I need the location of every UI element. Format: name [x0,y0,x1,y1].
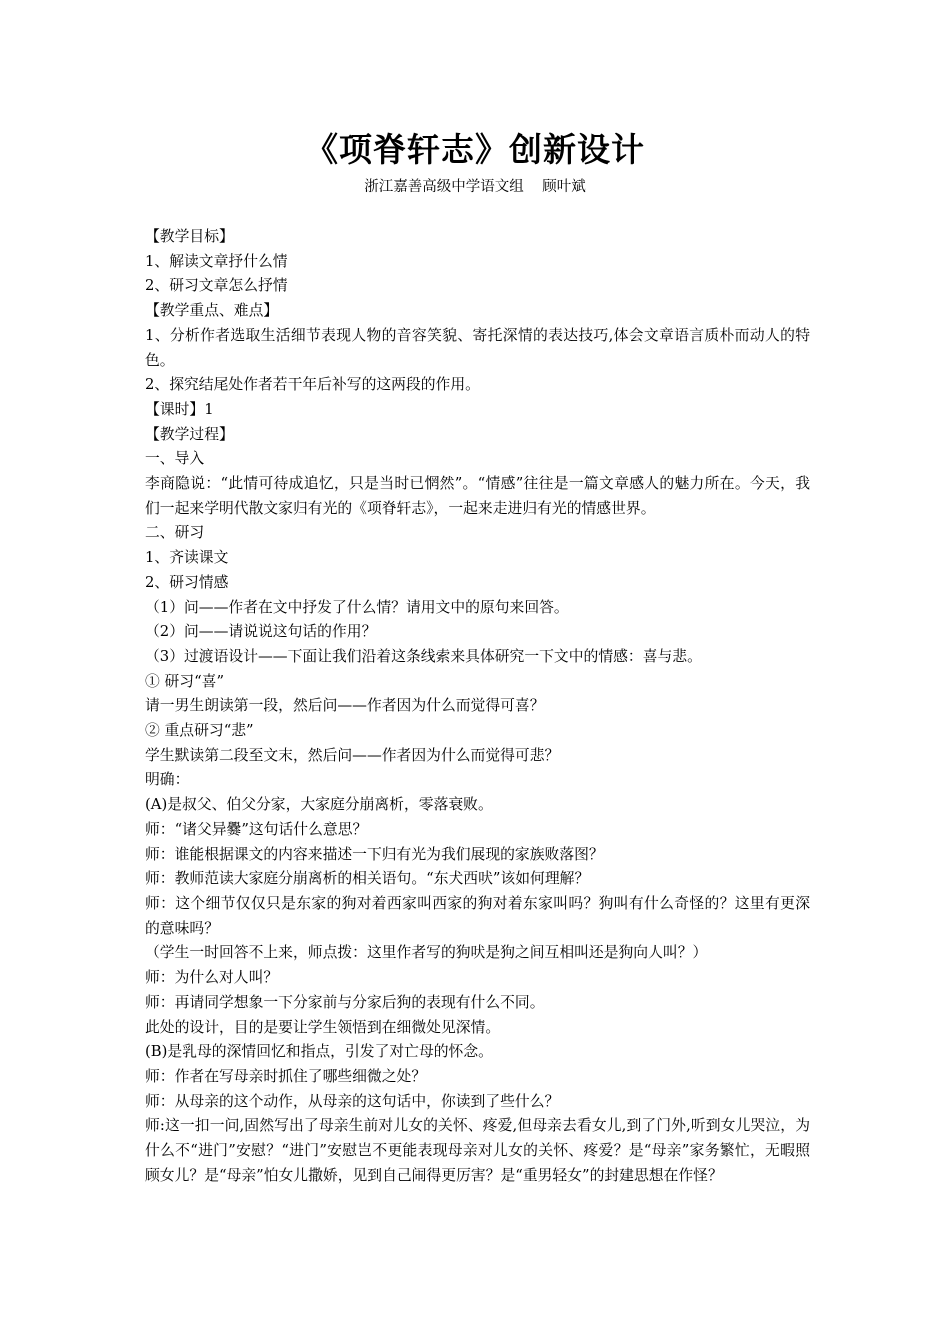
paragraph: 李商隐说：“此情可待成追忆，只是当时已惘然”。“情感”往往是一篇文章感人的魅力所在。今天，我们一起来学明代散文家归有光的《项脊轩志》，一起来走进归有光的情感世界。 [145,475,810,517]
paragraph: 明确： [145,771,190,789]
paragraph: 师:这一扣一问,固然写出了母亲生前对儿女的关怀、疼爱,但母亲去看女儿,到了门外,听到女儿哭泣，为什么不“进门”安慰？“进门”安慰岂不更能表现母亲对儿女的关怀、疼爱？是“母亲”家务繁忙，无暇照顾女儿？是“母亲”怕女儿撒娇，见到自己闹得更厉害？是“重男轻女”的封建思想在作怪？ [145,1117,810,1184]
paragraph: 【教学目标】 [145,228,234,245]
paragraph: （2）问——请说说这句话的作用？ [145,623,377,641]
paragraph: 1、齐读课文 [145,549,229,567]
paragraph: 2、探究结尾处作者若干年后补写的这两段的作用。 [145,376,480,394]
paragraph: 一、导入 [145,450,205,468]
paragraph: （1）问——作者在文中抒发了什么情？请用文中的原句来回答。 [145,598,569,616]
paragraph: (B)是乳母的深情回忆和指点，引发了对亡母的怀念。 [145,1043,493,1061]
paragraph: 【教学重点、难点】 [145,302,279,320]
paragraph: 【教学过程】 [145,425,234,443]
paragraph: （3）过渡语设计——下面让我们沿着这条线索来具体研究一下文中的情感：喜与悲。 [145,647,702,665]
paragraph: 2、研习文章怎么抒情 [145,277,288,295]
paragraph: 师：再请同学想象一下分家前与分家后狗的表现有什么不同。 [145,993,545,1011]
paragraph: 师：这个细节仅仅只是东家的狗对着西家叫西家的狗对着东家叫吗？狗叫有什么奇怪的？这里有更深的意味吗？ [145,894,810,937]
paragraph: 请一男生朗读第一段，然后问——作者因为什么而觉得可喜？ [145,697,545,715]
paragraph: 1、分析作者选取生活细节表现人物的音容笑貌、寄托深情的表达技巧,体会文章语言质朴而动人的特色。 [145,326,810,369]
paragraph: ② 重点研习“悲” [145,722,254,740]
paragraph: 二、研习 [145,524,205,542]
document-author: 浙江嘉善高级中学语文组 顾叶斌 [364,179,586,195]
paragraph: 1、解读文章抒什么情 [145,252,288,270]
paragraph: 师：从母亲的这个动作，从母亲的这句话中，你读到了些什么？ [145,1092,560,1110]
paragraph: 师：教师范读大家庭分崩离析的相关语句。“东犬西吠”该如何理解？ [145,870,590,888]
paragraph: 学生默读第二段至文末，然后问——作者因为什么而觉得可悲？ [145,746,560,764]
paragraph: ① 研习“喜” [145,672,225,690]
paragraph: 师：谁能根据课文的内容来描述一下归有光为我们展现的家族败落图？ [145,845,604,863]
document-title: 《项脊轩志》创新设计 [305,130,645,169]
paragraph: （学生一时回答不上来，师点拨：这里作者写的狗吠是狗之间互相叫还是狗向人叫？） [145,944,708,962]
paragraph: 此处的设计，目的是要让学生领悟到在细微处见深情。 [145,1018,501,1036]
paragraph: 2、研习情感 [145,573,229,591]
paragraph: 师：为什么对人叫？ [145,969,279,987]
paragraph: 师：作者在写母亲时抓住了哪些细微之处？ [145,1067,427,1085]
paragraph: 【课时】1 [145,400,214,418]
paragraph: (A)是叔父、伯父分家，大家庭分崩离析，零落衰败。 [145,796,493,814]
document-body [145,225,810,1188]
paragraph: 师：“诸父异爨”这句话什么意思？ [145,820,368,838]
